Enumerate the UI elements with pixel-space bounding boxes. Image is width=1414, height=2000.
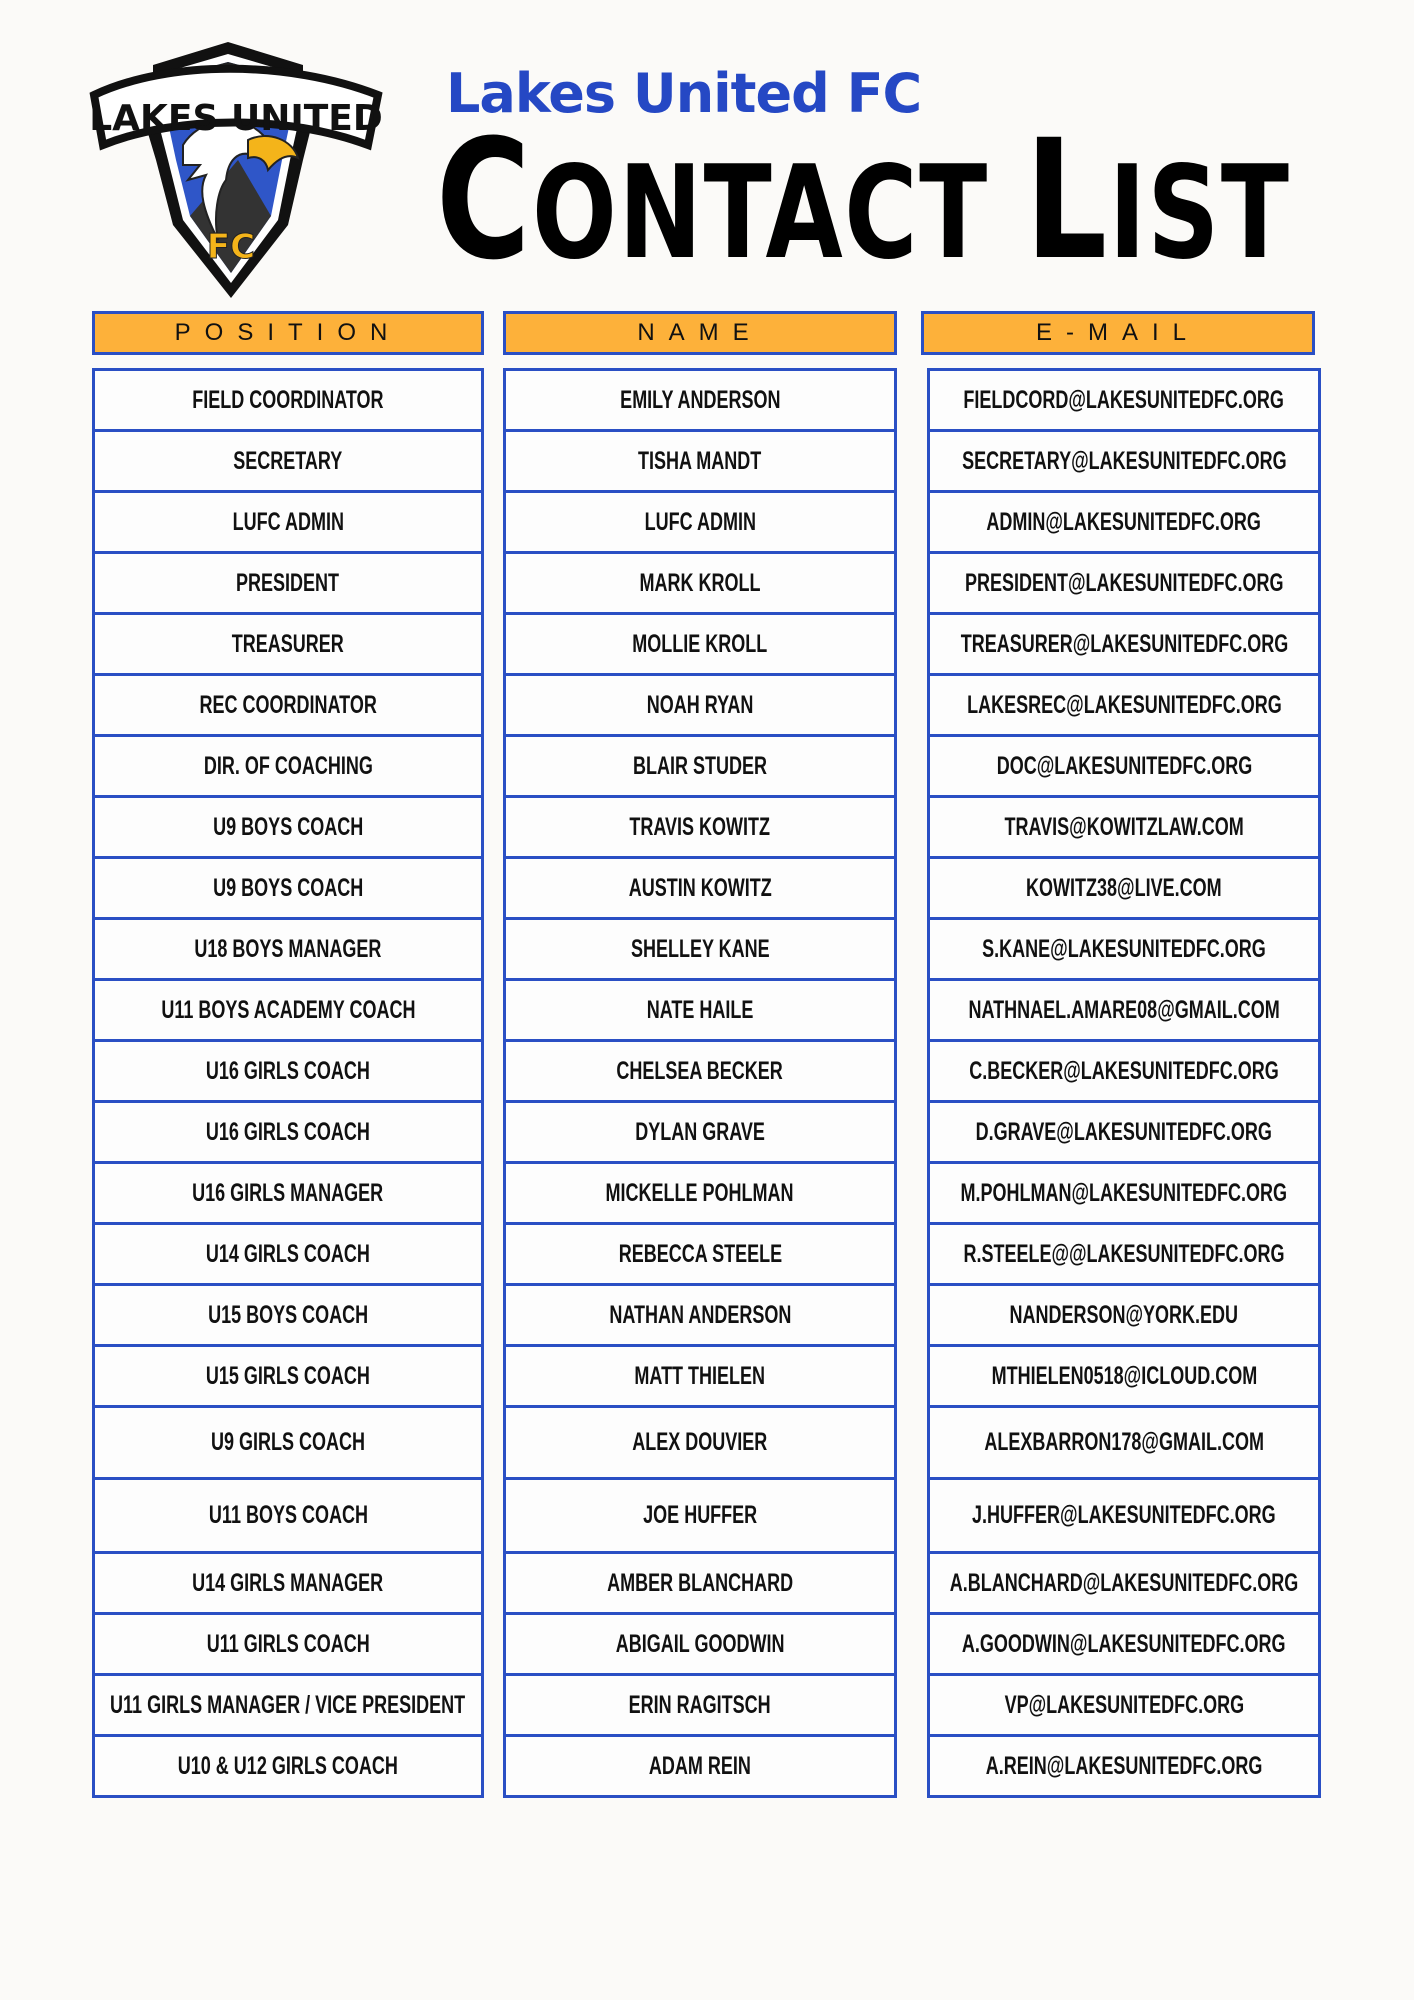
position-text: U9 BOYS COACH [212,812,364,841]
name-cell [506,554,894,615]
position-cell [95,1164,481,1225]
position-text: U14 GIRLS MANAGER [192,1568,384,1597]
email-cell [930,554,1318,615]
position-cell [95,432,481,493]
email-cell [930,1615,1318,1676]
email-text[interactable]: C.BECKER@LAKESUNITEDFC.ORG [969,1056,1279,1085]
name-cell [506,1042,894,1103]
email-cell [930,1737,1318,1798]
position-text: REC COORDINATOR [199,690,377,719]
position-text: U11 BOYS COACH [208,1501,368,1529]
name-text: MOLLIE KROLL [632,629,768,658]
name-text: ERIN RAGITSCH [628,1690,771,1719]
email-text[interactable]: D.GRAVE@LAKESUNITEDFC.ORG [975,1117,1273,1146]
position-text: U15 BOYS COACH [207,1300,369,1329]
position-text: U11 BOYS ACADEMY COACH [160,995,416,1024]
name-text: REBECCA STEELE [618,1239,782,1268]
club-logo-crest [88,40,388,300]
email-cell [930,798,1318,859]
position-text: U9 BOYS COACH [212,873,364,902]
email-cell [930,1347,1318,1408]
position-cell [95,1042,481,1103]
position-cell [95,798,481,859]
email-text[interactable]: TRAVIS@KOWITZLAW.COM [1004,812,1244,841]
page-title: CONTACT LIST [436,104,1291,296]
position-cell [95,493,481,554]
name-cell [506,1347,894,1408]
email-text[interactable]: A.REIN@LAKESUNITEDFC.ORG [985,1751,1263,1780]
name-cell [506,981,894,1042]
name-cell [506,920,894,981]
name-text: TISHA MANDT [638,446,762,475]
position-text: U11 GIRLS MANAGER / VICE PRESIDENT [110,1690,466,1719]
position-text: PRESIDENT [236,568,340,597]
name-text: NATHAN ANDERSON [608,1300,792,1329]
name-cell [506,371,894,432]
email-text[interactable]: M.POHLMAN@LAKESUNITEDFC.ORG [960,1178,1288,1207]
email-cell [930,1676,1318,1737]
name-cell [506,1286,894,1347]
position-text: DIR. OF COACHING [203,751,373,780]
email-cell [930,920,1318,981]
email-cell [930,1225,1318,1286]
club-name: Lakes United FC [446,62,922,125]
name-text: LUFC ADMIN [644,507,756,536]
position-cell [95,859,481,920]
position-text: U9 GIRLS COACH [210,1428,366,1456]
name-text: NOAH RYAN [646,690,754,719]
position-cell [95,1225,481,1286]
email-cell [930,1164,1318,1225]
email-text[interactable]: A.GOODWIN@LAKESUNITEDFC.ORG [962,1629,1286,1658]
name-cell [506,1164,894,1225]
email-cell [930,371,1318,432]
email-text[interactable]: FIELDCORD@LAKESUNITEDFC.ORG [963,385,1285,414]
email-text[interactable]: NATHNAEL.AMARE08@GMAIL.COM [968,995,1280,1024]
email-text[interactable]: LAKESREC@LAKESUNITEDFC.ORG [966,690,1282,719]
email-text[interactable]: KOWITZ38@LIVE.COM [1026,873,1222,902]
name-text: MICKELLE POHLMAN [605,1178,794,1207]
name-text: AUSTIN KOWITZ [628,873,772,902]
email-cell [930,493,1318,554]
name-text: SHELLEY KANE [630,934,770,963]
name-cell [506,1737,894,1798]
position-column [92,368,484,1798]
svg-text:FC: FC [206,227,256,267]
position-cell [95,615,481,676]
name-text: AMBER BLANCHARD [606,1568,793,1597]
email-text[interactable]: SECRETARY@LAKESUNITEDFC.ORG [961,446,1287,475]
email-text[interactable]: NANDERSON@YORK.EDU [1009,1300,1239,1329]
name-cell [506,859,894,920]
name-text: NATE HAILE [646,995,754,1024]
name-cell [506,432,894,493]
email-cell [930,981,1318,1042]
name-text: JOE HUFFER [642,1501,758,1529]
email-text[interactable]: ADMIN@LAKESUNITEDFC.ORG [986,507,1262,536]
position-text: U11 GIRLS COACH [206,1629,370,1658]
position-cell [95,1737,481,1798]
position-text: LUFC ADMIN [232,507,344,536]
name-text: EMILY ANDERSON [619,385,781,414]
position-text: U16 GIRLS COACH [205,1117,371,1146]
position-cell [95,920,481,981]
email-cell [930,1554,1318,1615]
name-cell [506,1408,894,1480]
email-text[interactable]: VP@LAKESUNITEDFC.ORG [1004,1690,1244,1719]
email-text[interactable]: S.KANE@LAKESUNITEDFC.ORG [982,934,1266,963]
position-cell [95,1615,481,1676]
name-cell [506,615,894,676]
name-cell [506,1103,894,1164]
name-text: MARK KROLL [639,568,761,597]
name-cell [506,1225,894,1286]
name-cell [506,737,894,798]
email-cell [930,432,1318,493]
email-cell [930,1103,1318,1164]
position-cell [95,981,481,1042]
position-cell [95,1347,481,1408]
column-header-email: E-MAIL [921,311,1315,355]
position-text: U18 BOYS MANAGER [194,934,382,963]
name-cell [506,493,894,554]
name-text: BLAIR STUDER [632,751,767,780]
position-cell [95,1554,481,1615]
position-text: U16 GIRLS COACH [205,1056,371,1085]
email-cell [930,737,1318,798]
name-text: CHELSEA BECKER [616,1056,784,1085]
position-cell [95,676,481,737]
position-cell [95,554,481,615]
name-text: MATT THIELEN [634,1361,766,1390]
name-cell [506,1554,894,1615]
position-cell [95,1676,481,1737]
name-text: ABIGAIL GOODWIN [615,1629,785,1658]
name-text: DYLAN GRAVE [635,1117,765,1146]
email-text[interactable]: DOC@LAKESUNITEDFC.ORG [996,751,1252,780]
name-cell [506,1676,894,1737]
email-text[interactable]: ALEXBARRON178@GMAIL.COM [984,1428,1264,1456]
position-cell [95,1408,481,1480]
email-text[interactable]: A.BLANCHARD@LAKESUNITEDFC.ORG [949,1568,1299,1597]
email-cell [930,615,1318,676]
email-cell [930,1480,1318,1554]
position-text: FIELD COORDINATOR [192,385,384,414]
position-cell [95,371,481,432]
name-cell [506,1480,894,1554]
email-text[interactable]: TREASURER@LAKESUNITEDFC.ORG [960,629,1288,658]
email-cell [930,1042,1318,1103]
email-text[interactable]: R.STEELE@@LAKESUNITEDFC.ORG [963,1239,1285,1268]
svg-text:LAKES UNITED: LAKES UNITED [89,98,383,139]
name-text: ADAM REIN [648,1751,751,1780]
email-cell [930,1408,1318,1480]
position-cell [95,1480,481,1554]
position-text: U14 GIRLS COACH [205,1239,371,1268]
position-text: TREASURER [231,629,345,658]
position-cell [95,1286,481,1347]
name-cell [506,798,894,859]
email-cell [930,676,1318,737]
email-column [927,368,1321,1798]
name-text: TRAVIS KOWITZ [629,812,771,841]
email-text[interactable]: J.HUFFER@LAKESUNITEDFC.ORG [972,1501,1276,1529]
name-cell [506,1615,894,1676]
name-cell [506,676,894,737]
position-text: U16 GIRLS MANAGER [192,1178,384,1207]
position-cell [95,1103,481,1164]
email-text[interactable]: MTHIELEN0518@ICLOUD.COM [991,1361,1257,1390]
position-text: SECRETARY [233,446,343,475]
email-cell [930,859,1318,920]
name-text: ALEX DOUVIER [632,1428,768,1456]
position-text: U10 & U12 GIRLS COACH [177,1751,399,1780]
email-cell [930,1286,1318,1347]
position-text: U15 GIRLS COACH [205,1361,371,1390]
email-text[interactable]: PRESIDENT@LAKESUNITEDFC.ORG [964,568,1284,597]
position-cell [95,737,481,798]
name-column [503,368,897,1798]
column-header-position: POSITION [92,311,484,355]
column-header-name: NAME [503,311,897,355]
